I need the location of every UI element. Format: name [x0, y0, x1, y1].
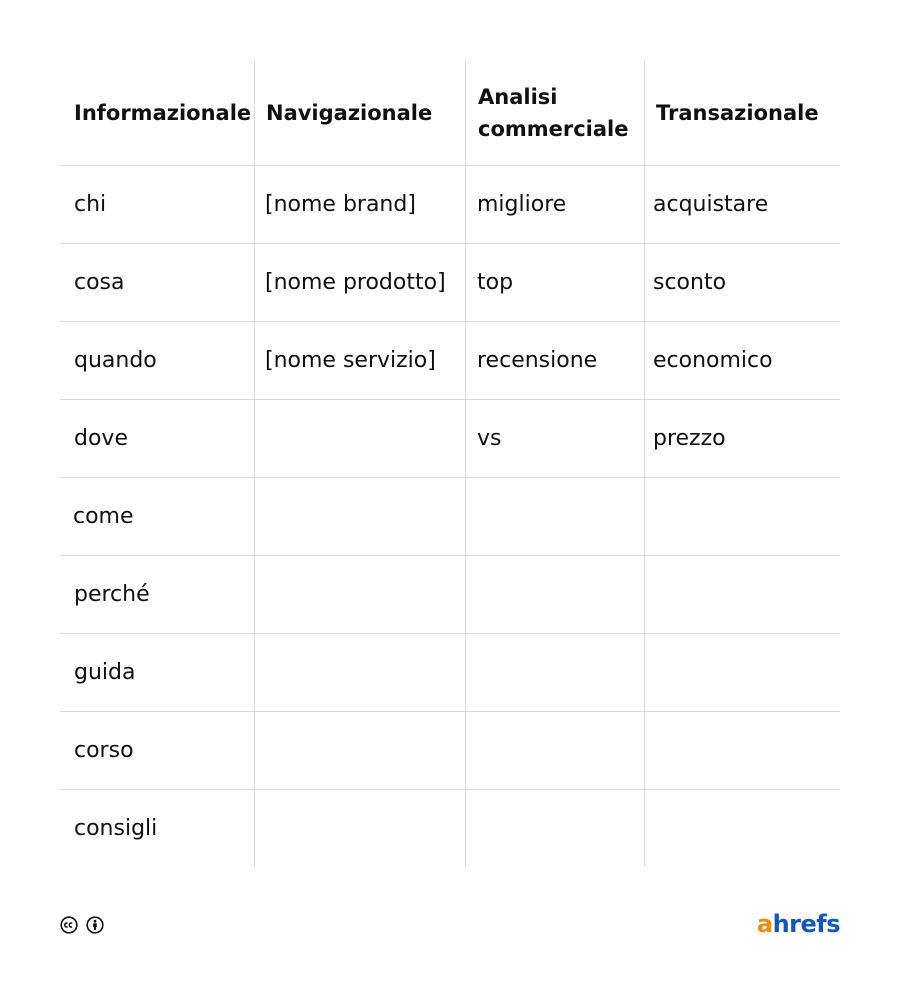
keyword-intent-table	[60, 60, 840, 866]
table-cell: recensione	[477, 348, 598, 373]
table-cell: cosa	[74, 270, 125, 295]
table-cell: chi	[74, 192, 107, 217]
table-cell: [nome brand]	[265, 192, 416, 217]
creative-commons-icon	[60, 916, 78, 934]
table-cell: top	[477, 270, 514, 295]
table-cell: quando	[74, 348, 157, 373]
header-navigazionale: Navigazionale	[266, 100, 433, 125]
header-transazionale: Transazionale	[656, 100, 819, 125]
logo-prefix: a	[756, 910, 773, 938]
table-cell: [nome servizio]	[265, 348, 436, 373]
column-divider	[254, 60, 255, 866]
table-cell: sconto	[653, 270, 727, 295]
table-cell: prezzo	[653, 426, 726, 451]
row-divider	[60, 555, 840, 556]
attribution-icon	[86, 916, 104, 934]
row-divider	[60, 711, 840, 712]
row-divider	[60, 477, 840, 478]
table-cell: guida	[74, 660, 136, 685]
table-cell: consigli	[74, 815, 158, 841]
table-cell: vs	[477, 426, 502, 451]
table-cell: come	[73, 504, 134, 529]
header-informazionale: Informazionale	[74, 100, 252, 125]
table-cell: [nome prodotto]	[265, 270, 446, 295]
row-divider	[60, 789, 840, 790]
row-divider	[60, 633, 840, 634]
logo-suffix: hrefs	[772, 910, 840, 938]
column-divider	[465, 60, 466, 866]
table-cell: migliore	[477, 192, 567, 217]
header-analisi-commerciale: Analisi commerciale	[478, 84, 629, 141]
table-cell: economico	[653, 348, 773, 373]
ahrefs-logo	[757, 910, 840, 938]
table-cell: dove	[74, 426, 128, 451]
table-cell: acquistare	[653, 192, 769, 217]
table-cell: corso	[74, 738, 134, 763]
column-divider	[644, 60, 645, 866]
table-cell: perché	[74, 582, 150, 607]
